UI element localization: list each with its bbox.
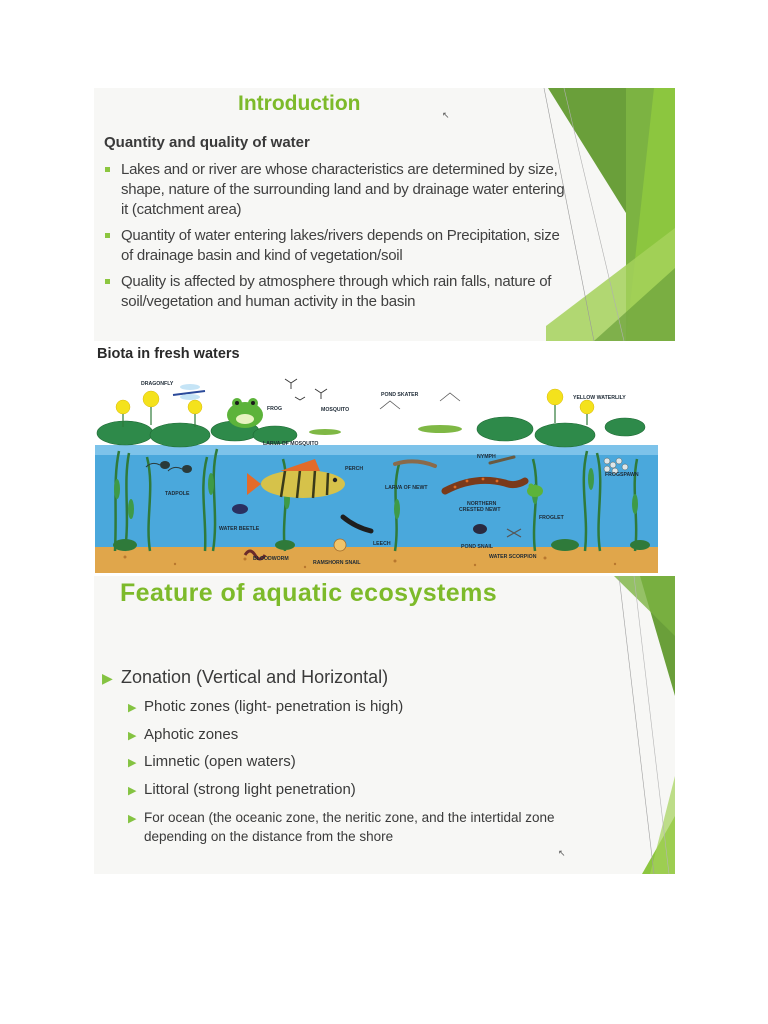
label-tadpole: TADPOLE [165,491,190,497]
cursor-icon: ↖ [442,110,450,120]
label-frogspawn: FROGSPAWN [605,472,639,478]
arrow-bullet-icon: ▶ [128,730,137,742]
label-pond-skater: POND SKATER [381,392,419,398]
label-pond-snail: POND SNAIL [461,544,493,550]
arrow-bullet-icon: ▶ [102,670,113,686]
slide-introduction [94,88,675,341]
label-crested-newt: CRESTED NEWT [459,507,501,513]
label-mosquito: MOSQUITO [321,407,350,413]
sub-item-littoral [128,780,356,799]
label-larva-of-mosquito: LARVA OF MOSQUITO [263,441,319,447]
slide-features [94,576,675,874]
bullet-square-icon [105,233,110,238]
label-yellow-waterlily: YELLOW WATERLILY [573,395,626,401]
sub-item-text: For ocean (the oceanic zone, the neritic zone, and the intertidal zone depending on the distance from the shore [144,810,555,844]
bullet-text: Quantity of water entering lakes/rivers depends on Precipitation, size of drainage basin and kind of vegetation/soil [121,227,560,264]
freshwater-biota-illustration [95,369,658,573]
bullet-item [104,226,574,266]
sub-item-text: Photic zones (light- penetration is high) [144,698,404,715]
label-nymph: NYMPH [477,454,496,460]
zonation-item [102,667,388,688]
bullet-square-icon [105,279,110,284]
biota-heading: Biota in fresh waters [97,346,240,362]
bullet-list [104,160,574,318]
sub-item-text: Littoral (strong light penetration) [144,781,356,798]
sub-item-photic [128,697,403,716]
sub-item-text: Aphotic zones [144,726,239,743]
sub-item-text: Limnetic (open waters) [144,753,296,770]
slide-subtitle: Quantity and quality of water [104,134,310,151]
zonation-text: Zonation (Vertical and Horizontal) [121,667,389,687]
label-northern: NORTHERN [467,501,497,507]
sub-item-limnetic [128,752,296,771]
label-ramshorn-snail: RAMSHORN SNAIL [313,560,361,566]
label-dragonfly: DRAGONFLY [141,381,174,387]
label-water-beetle: WATER BEETLE [219,526,260,532]
frog-figure [227,398,263,428]
bullet-item [104,160,574,220]
arrow-bullet-icon: ▶ [128,757,137,769]
label-water-scorpion: WATER SCORPION [489,554,537,560]
arrow-bullet-icon: ▶ [128,702,137,714]
label-larva-of-newt: LARVA OF NEWT [385,485,428,491]
label-perch: PERCH [345,466,364,472]
arrow-bullet-icon: ▶ [128,785,137,797]
arrow-bullet-icon: ▶ [128,813,137,825]
bullet-text: Quality is affected by atmosphere through which rain falls, nature of soil/vegetation and human activity in the basin [121,273,552,310]
label-froglet: FROGLET [539,515,564,521]
label-frog: FROG [267,406,282,412]
cursor-icon: ↖ [558,848,566,858]
slide-title: Introduction [238,92,361,115]
sub-item-ocean [128,808,584,846]
label-leech: LEECH [373,541,391,547]
slide-title: Feature of aquatic ecosystems [120,579,498,607]
bullet-square-icon [105,167,110,172]
bullet-item [104,272,574,312]
bullet-text: Lakes and or river are whose characteristics are determined by size, shape, nature of the surrounding land and by drainage water entering it (catchment area) [121,161,565,218]
sub-item-aphotic [128,725,238,744]
label-bloodworm: BLOODWORM [253,556,289,562]
